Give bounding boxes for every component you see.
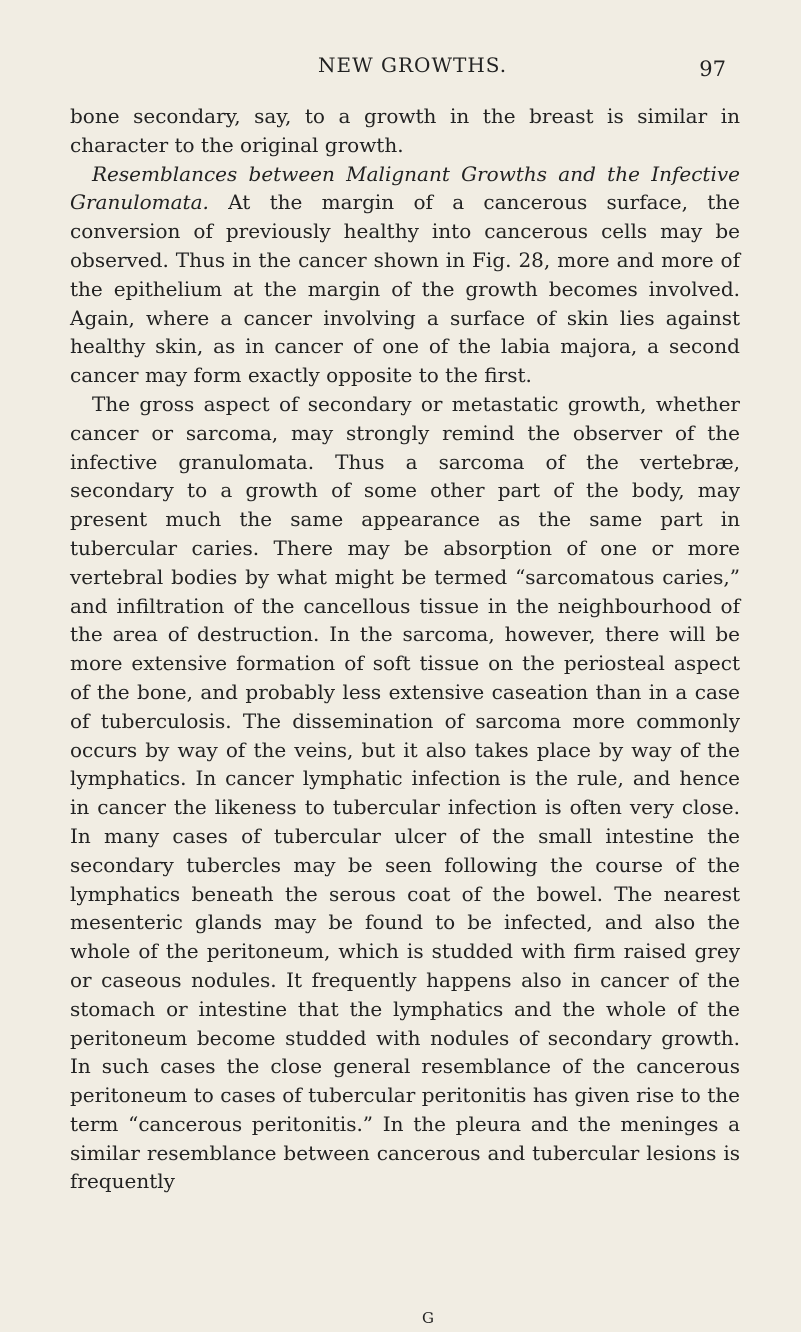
running-title: NEW GROWTHS. [318, 53, 508, 77]
running-head [0, 50, 801, 80]
body-text [70, 102, 740, 1196]
paragraph-resemblances [70, 160, 740, 390]
paragraph-text: bone secondary, say, to a growth in the breast is similar in character to the original growth. [70, 104, 740, 157]
page-number: 97 [699, 57, 726, 81]
paragraph-continuation [70, 102, 740, 160]
paragraph-text: The gross aspect of secondary or metastatic growth, whether cancer or sarcoma, may strongly remind the observer of the infective granulomata. Thus a sarcoma of the vertebræ, secondary to a growth of some other part of the body, may present much the same appearance as the same part in tubercular caries. There may be absorption of one or more vertebral bodies by what might be termed “sarcomatous caries,” and infiltration of the cancellous tissue in the neighbourhood of the area of destruction. In the sarcoma, however, there will be more extensive formation of soft tissue on the periosteal aspect of the bone, and probably less extensive caseation than in a case of tuberculosis. The dissemination of sarcoma more commonly occurs by way of the veins, but it also takes place by way of the lymphatics. In cancer lymphatic infection is the rule, and hence in cancer the likeness to tubercular infection is often very close. In many cases of tubercular ulcer of the small intestine the secondary tubercles may be seen following the course of the lymphatics beneath the serous coat of the bowel. The nearest mesenteric glands may be found to be infected, and also the whole of the peritoneum, which is studded with firm raised grey or caseous nodules. It frequently happens also in cancer of the stomach or intestine that the lymphatics and the whole of the peritoneum become studded with nodules of secondary growth. In such cases the close general resemblance of the cancerous peritoneum to cases of tubercular peritonitis has given rise to the term “cancerous peritonitis.” In the pleura and the meninges a similar resemblance between cancerous and tubercular lesions is frequently [70, 391, 740, 1194]
paragraph-text: At the margin of a cancerous surface, the conversion of previously healthy into cancerous cells may be observed. Thus in the cancer shown in Fig. 28, more and more of the epithelium at the margin of the growth becomes involved. Again, where a cancer involving a surface of skin lies against healthy skin, as in cancer of one of the labia majora, a second cancer may form exactly opposite to the first. [70, 190, 740, 388]
signature-mark: G [422, 1309, 434, 1327]
paragraph-gross-aspect [70, 390, 740, 1196]
section-heading: Resemblances between Malignant Growths and the Infective Granulomata. [70, 161, 740, 215]
